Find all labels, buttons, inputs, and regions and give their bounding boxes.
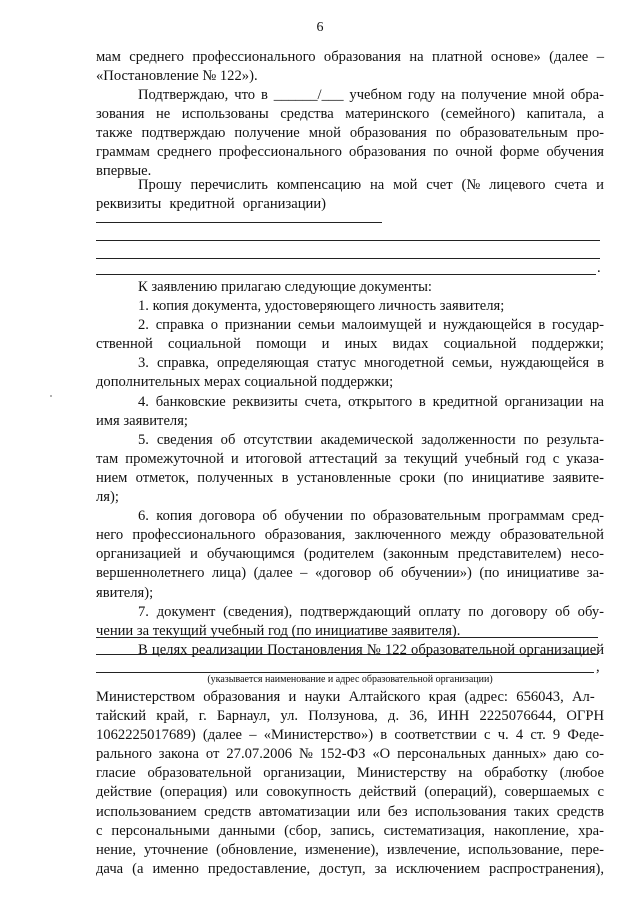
account-fill-line[interactable] [96, 258, 600, 259]
paragraph-decree-reference [96, 48, 604, 86]
page-number: 6 [316, 20, 324, 35]
account-fill-line[interactable] [96, 240, 600, 241]
text-line: дача (а именно предоставление, доступ, за исключением распространения), [96, 860, 604, 877]
text-line: 1062225017689) (далее – «Министерство») в соответствии с ч. 4 ст. 9 Феде- [96, 727, 604, 744]
list-item: 3. справка, определяющая статус многодетной семьи, нуждающейся в [138, 355, 604, 372]
text-line: зования не использованы средства материнского (семейного) капитала, а [96, 106, 604, 123]
list-item: ственной социальной помощи и иных видах социальной поддержки; [96, 336, 604, 353]
list-item: 5. сведения об отсутствии академической задолженности по результа- [138, 431, 604, 448]
list-item: 7. документ (сведения), подтверждающий оплату по договору об обу- [138, 603, 604, 620]
text-line: граммам среднего профессионального образования по очной форме обучения [96, 144, 604, 161]
list-item: нием отметок, полученных в установленные сроки (по инициативе заявите- [96, 469, 604, 486]
organization-fill-line[interactable] [96, 637, 598, 638]
paragraph-confirmation [96, 86, 604, 181]
text-line: использованием средств автоматизации или без использования таких средств [96, 803, 604, 820]
scan-speck [50, 395, 52, 397]
list-item: чении за текущий учебный год (по инициативе заявителя). [96, 622, 461, 639]
list-item: вершеннолетнего лица) (далее – «договор об обучении») (по инициативе за- [96, 565, 604, 582]
list-item: там промежуточной и итоговой аттестаций за текущий учебный год с указа- [96, 450, 604, 467]
text-line: гласие образовательной организации, Министерству на обработку (любое [96, 765, 604, 782]
attached-documents-list [96, 278, 604, 660]
list-item: 2. справка о признании семьи малоимущей и нуждающейся в государ- [138, 317, 604, 334]
text-line: Министерством образования и науки Алтайского края (адрес: 656043, Ал- [96, 689, 595, 705]
text-line: Подтверждаю, что в ______/___ учебном году на получение мной обра- [138, 87, 604, 103]
line-end-period: . [597, 260, 601, 276]
paragraph-consent [96, 688, 604, 879]
text-line: рального закона от 27.07.2006 № 152-ФЗ «О персональных данных» даю со- [96, 746, 604, 763]
line-end-comma: , [596, 659, 600, 675]
text-line: «Постановление № 122»). [96, 68, 258, 85]
list-item: дополнительных мерах социальной поддержки; [96, 374, 394, 391]
list-item: 4. банковские реквизиты счета, открытого в кредитной организации на [138, 393, 604, 410]
text-line: также подтверждаю получение мной образования по образовательным про- [96, 125, 604, 142]
account-fill-line[interactable] [96, 274, 596, 275]
account-fill-line[interactable] [96, 222, 382, 223]
text-line: Прошу перечислить компенсацию на мой счет (№ лицевого счета и [138, 177, 604, 193]
list-item: организацией и обучающимся (родителем (законным представителем) несо- [96, 546, 604, 563]
organization-fill-line[interactable] [96, 654, 598, 655]
list-item: 6. копия договора об обучении по образовательным программам сред- [138, 508, 604, 525]
list-item: явителя); [96, 584, 154, 601]
text-line: впервые. [96, 163, 152, 180]
list-item: 1. копия документа, удостоверяющего личность заявителя; [138, 298, 505, 315]
list-item: него профессионального образования, заключенного между образовательной [96, 527, 604, 544]
text-line: нение, уточнение (обновление, изменение), извлечение, использование, пере- [96, 841, 604, 858]
paragraph-purpose: В целях реализации Постановления № 122 образовательной организацией [138, 641, 604, 658]
text-line: реквизиты кредитной организации) [96, 196, 326, 213]
list-intro: К заявлению прилагаю следующие документы: [138, 279, 432, 295]
text-line: тайский край, г. Барнаул, ул. Ползунова, д. 36, ИНН 2225076644, ОГРН [96, 708, 604, 725]
organization-caption: (указывается наименование и адрес образовательной организации) [207, 674, 493, 685]
list-item: имя заявителя; [96, 412, 188, 429]
text-line: с персональными данными (сбор, запись, систематизация, накопление, хра- [96, 822, 604, 839]
text-line: действие (операция) или совокупность действий (операций), совершаемых с [96, 784, 604, 801]
text-line: мам среднего профессионального образования на платной основе» (далее – [96, 49, 604, 65]
list-item: ля); [96, 489, 119, 506]
organization-fill-line[interactable] [96, 672, 594, 673]
paragraph-payment-request [96, 176, 604, 214]
